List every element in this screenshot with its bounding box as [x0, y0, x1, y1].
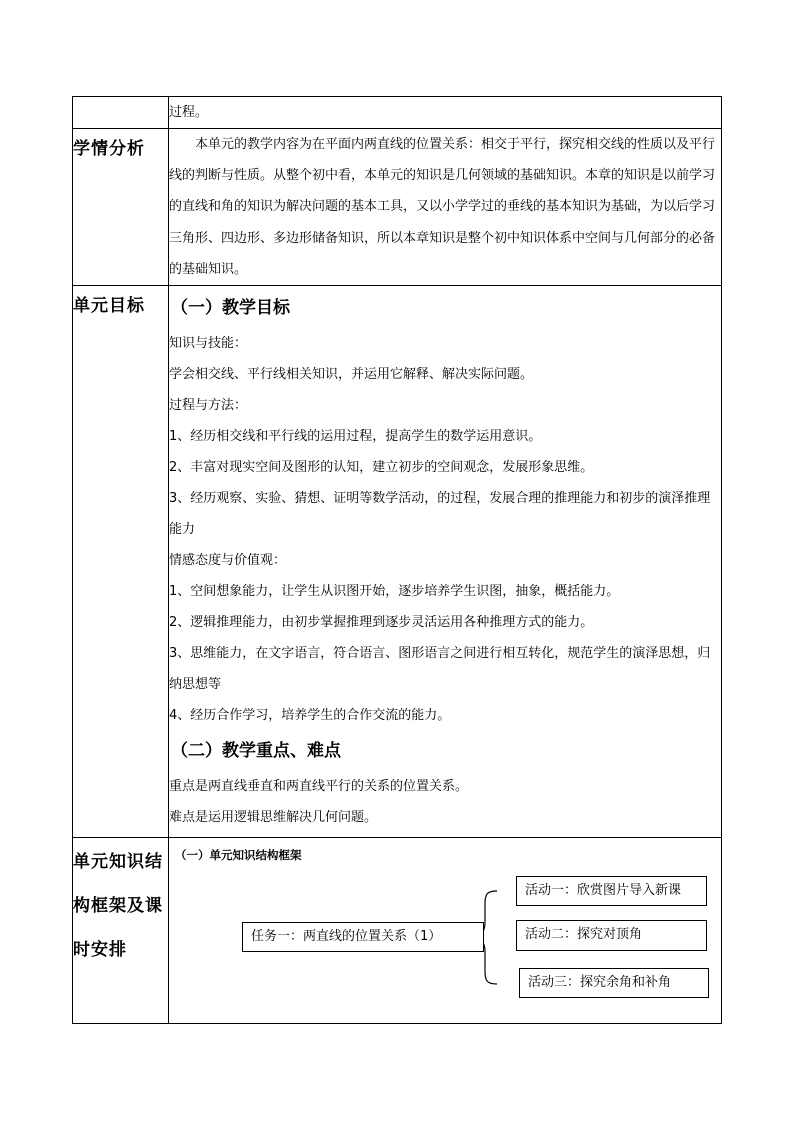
knowledge-skills-text: 学会相交线、平行线相关知识，并运用它解释、解决实际问题。: [169, 367, 534, 383]
emotion-item: 2、逻辑推理能力，由初步掌握推理到逐步灵活运用各种推理方式的能力。: [169, 615, 594, 631]
key-difficult-heading: （二）教学重点、难点: [171, 741, 341, 762]
continuation-row: [73, 97, 722, 129]
learning-analysis-row: [73, 129, 722, 286]
process-item: 2、丰富对现实空间及图形的认知，建立初步的空间观念，发展形象思维。: [169, 460, 594, 476]
continuation-label-cell: [73, 97, 169, 129]
process-item: 1、经历相交线和平行线的运用过程，提高学生的数学运用意识。: [169, 429, 542, 445]
task-box: 任务一：两直线的位置关系（1）: [242, 922, 484, 952]
continuation-content-cell: [169, 97, 722, 129]
knowledge-framework-row: [73, 838, 722, 1024]
teaching-goals-heading: （一）教学目标: [171, 298, 290, 319]
emotion-item: 1、空间想象能力，让学生从识图开始，逐步培养学生识图，抽象，概括能力。: [169, 584, 620, 600]
emotion-item: 3、思维能力，在文字语言，符合语言、图形语言之间进行相互转化，规范学生的演泽思想，归纳思想等: [169, 646, 711, 693]
key-point-text: 重点是两直线垂直和两直线平行的关系的位置关系。: [169, 779, 469, 795]
framework-diagram: [169, 864, 721, 1022]
knowledge-skills-label: 知识与技能：: [169, 336, 248, 352]
lesson-plan-table: [72, 96, 722, 1024]
continuation-text: 过程。: [169, 105, 209, 120]
unit-goals-row: [73, 286, 722, 838]
activity-box: 活动三：探究余角和补角: [519, 968, 709, 998]
activity-box: 活动二：探究对顶角: [516, 920, 707, 951]
activity-box: 活动一：欣赏图片导入新课: [516, 876, 707, 906]
process-item: 3、经历观察、实验、猜想、证明等数学活动，的过程，发展合理的推理能力和初步的演泽推理能力: [169, 491, 711, 538]
emotion-item: 4、经历合作学习，培养学生的合作交流的能力。: [169, 708, 451, 724]
unit-goals-label: 单元目标: [73, 286, 169, 838]
emotion-values-label: 情感态度与价值观：: [169, 553, 287, 569]
process-methods-label: 过程与方法：: [169, 398, 248, 414]
difficult-point-text: 难点是运用逻辑思维解决几何问题。: [169, 810, 378, 826]
knowledge-framework-label: 单元知识结构框架及课时安排: [73, 838, 169, 1024]
framework-title: （一）单元知识结构框架: [175, 848, 302, 863]
unit-goals-content: [169, 286, 722, 838]
learning-analysis-label: 学情分析: [73, 129, 169, 286]
learning-analysis-paragraph: 本单元的教学内容为在平面内两直线的位置关系：相交于平行，探究相交线的性质以及平行线的判断与性质。从整个初中看，本单元的知识是几何领域的基础知识。本章的知识是以前学习的直线和角的知识为解决问题的基本工具，又以小学学过的垂线的基本知识为基础，为以后学习三角形、四边形、多边形储备知识，所以本章知识是整个初中知识体系中空间与几何部分的必备的基础知识。: [169, 137, 716, 277]
knowledge-framework-content: [169, 838, 722, 1024]
learning-analysis-content: [169, 129, 722, 286]
